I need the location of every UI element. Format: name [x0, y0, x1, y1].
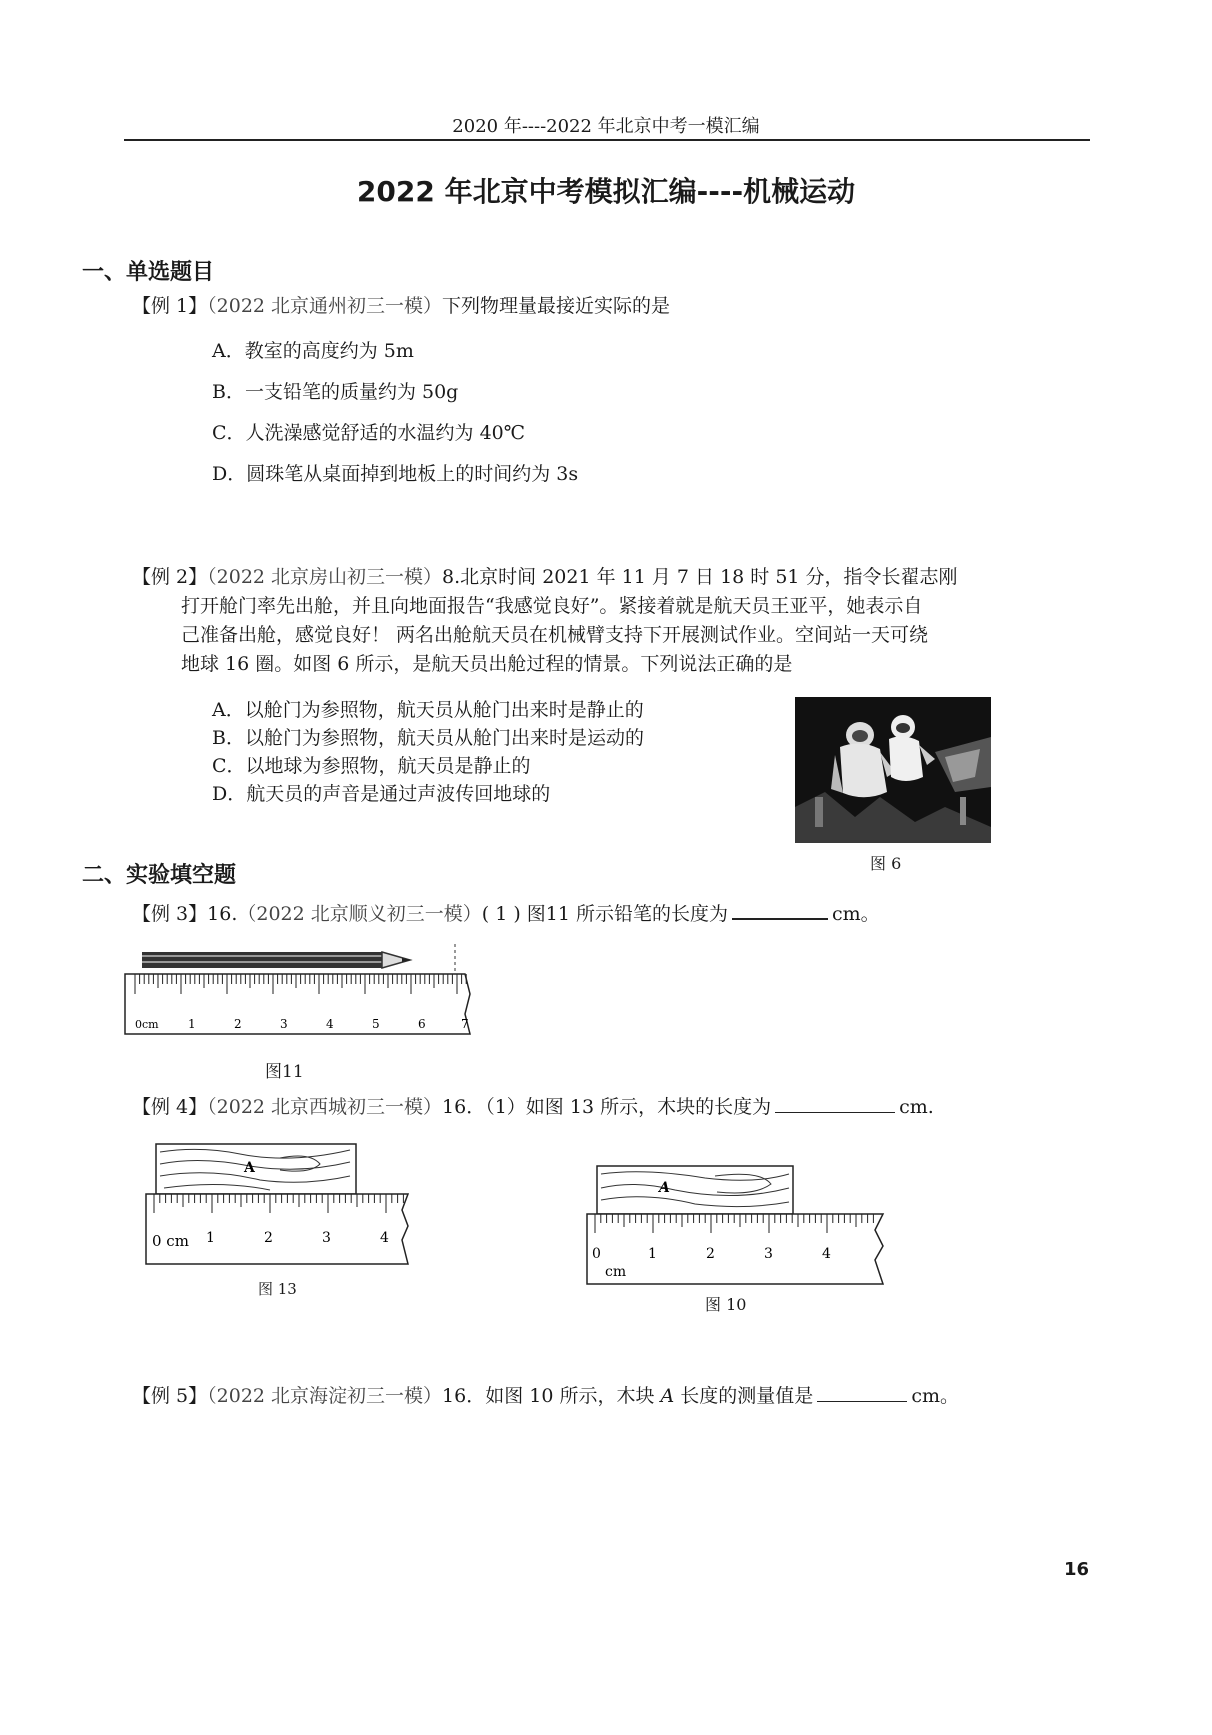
example-3-question: ( 1 ) 图11 所示铅笔的长度为	[481, 903, 729, 925]
example-4-tag: 【例 4】	[132, 1096, 208, 1118]
example-4-unit: cm.	[899, 1096, 934, 1118]
block-label-a: A	[659, 1180, 670, 1196]
example-2-option-d: D．航天员的声音是通过声波传回地球的	[212, 783, 551, 805]
example-5-question-post: 长度的测量值是	[674, 1385, 814, 1407]
ruler-label-2: 2	[234, 1017, 242, 1031]
example-1-tag: 【例 1】	[132, 295, 208, 317]
figure-10-caption: 图 10	[705, 1295, 747, 1314]
ruler-label-1: 1	[206, 1230, 215, 1246]
example-2-tag: 【例 2】	[132, 566, 208, 588]
example-1-option-a: A．教室的高度约为 5m	[212, 340, 414, 362]
example-1-option-d: D．圆珠笔从桌面掉到地板上的时间约为 3s	[212, 463, 579, 485]
ruler-label-4: 4	[326, 1017, 334, 1031]
ruler-label-3: 3	[764, 1246, 773, 1262]
example-5-question-pre: 16．如图 10 所示，木块	[442, 1385, 661, 1407]
page-number: 16	[1064, 1559, 1090, 1580]
example-2-option-c: C．以地球为参照物，航天员是静止的	[212, 755, 531, 777]
example-1-source: （2022 北京通州初三一模）	[207, 295, 443, 317]
example-2-line-3: 己准备出舱，感觉良好！ 两名出舱航天员在机械臂支持下开展测试作业。空间站一天可绕	[181, 624, 929, 646]
example-4-answer-blank[interactable]	[775, 1092, 895, 1113]
ruler-label-1: 1	[188, 1017, 196, 1031]
ruler-label-3: 3	[322, 1230, 331, 1246]
example-1-option-c: C．人洗澡感觉舒适的水温约为 40℃	[212, 422, 526, 444]
example-1-option-b: B．一支铅笔的质量约为 50g	[212, 381, 459, 403]
example-2-line-2: 打开舱门率先出舱，并且向地面报告“我感觉良好”。紧接着就是航天员王亚平，她表示自	[181, 595, 923, 617]
example-2-text-1: 8.北京时间 2021 年 11 月 7 日 18 时 51 分，指令长翟志刚	[442, 566, 958, 588]
example-2-line-4: 地球 16 圈。如图 6 所示，是航天员出舱过程的情景。下列说法正确的是	[181, 653, 793, 675]
example-5-stem	[132, 1381, 959, 1411]
ruler-label-2: 2	[264, 1230, 273, 1246]
section-heading-single-choice: 一、单选题目	[82, 260, 215, 285]
example-3-stem	[132, 898, 880, 929]
ruler-label-0: 0	[592, 1246, 601, 1262]
example-5-source: （2022 北京海淀初三一模）	[207, 1385, 443, 1407]
ruler-label-3: 3	[280, 1017, 288, 1031]
example-2-option-a: A．以舱门为参照物，航天员从舱门出来时是静止的	[212, 699, 644, 721]
header-rule	[124, 139, 1090, 141]
ruler-label-0: 0 cm	[152, 1232, 189, 1250]
example-4-question: 16．（1）如图 13 所示，木块的长度为	[442, 1096, 772, 1118]
example-5-tag: 【例 5】	[132, 1385, 208, 1407]
figure-11-pencil-ruler	[120, 944, 480, 1036]
figure-13-block-ruler	[140, 1140, 420, 1290]
example-3-number: 16.	[207, 903, 238, 925]
page-title: 2022 年北京中考模拟汇编----机械运动	[356, 175, 856, 208]
example-4-source: （2022 北京西城初三一模）	[207, 1096, 443, 1118]
example-2-option-b: B．以舱门为参照物，航天员从舱门出来时是运动的	[212, 727, 644, 749]
ruler-label-6: 6	[418, 1017, 426, 1031]
figure-13-caption: 图 13	[258, 1280, 297, 1298]
astronaut-photo	[795, 697, 991, 843]
figure-11-caption: 图11	[265, 1062, 304, 1082]
ruler-label-4: 4	[380, 1230, 389, 1246]
ruler-label-4: 4	[822, 1246, 831, 1262]
example-3-unit: cm。	[832, 903, 880, 925]
example-5-unit: cm。	[911, 1385, 959, 1407]
ruler-label-7: 7	[461, 1017, 469, 1031]
block-label-a: A	[244, 1160, 255, 1176]
section-heading-experiment: 二、实验填空题	[82, 863, 237, 888]
ruler-label-5: 5	[372, 1017, 380, 1031]
example-5-answer-blank[interactable]	[817, 1381, 907, 1402]
example-5-variable: A	[660, 1385, 675, 1407]
example-3-answer-blank[interactable]	[732, 898, 828, 920]
example-2-source: （2022 北京房山初三一模）	[207, 566, 443, 588]
ruler-label-0: 0cm	[135, 1018, 159, 1031]
example-1-question: 下列物理量最接近实际的是	[442, 295, 671, 317]
ruler-unit-label: cm	[605, 1264, 627, 1280]
ruler-label-1: 1	[648, 1246, 657, 1262]
running-header: 2020 年----2022 年北京中考一模汇编	[452, 116, 760, 137]
example-3-tag: 【例 3】	[132, 903, 208, 925]
example-4-stem	[132, 1092, 934, 1122]
figure-6-caption: 图 6	[870, 854, 902, 873]
example-1-stem	[132, 291, 670, 321]
example-3-source: （2022 北京顺义初三一模）	[237, 903, 482, 925]
figure-10-block-ruler	[585, 1162, 890, 1302]
example-2-line-1	[132, 562, 958, 592]
ruler-label-2: 2	[706, 1246, 715, 1262]
